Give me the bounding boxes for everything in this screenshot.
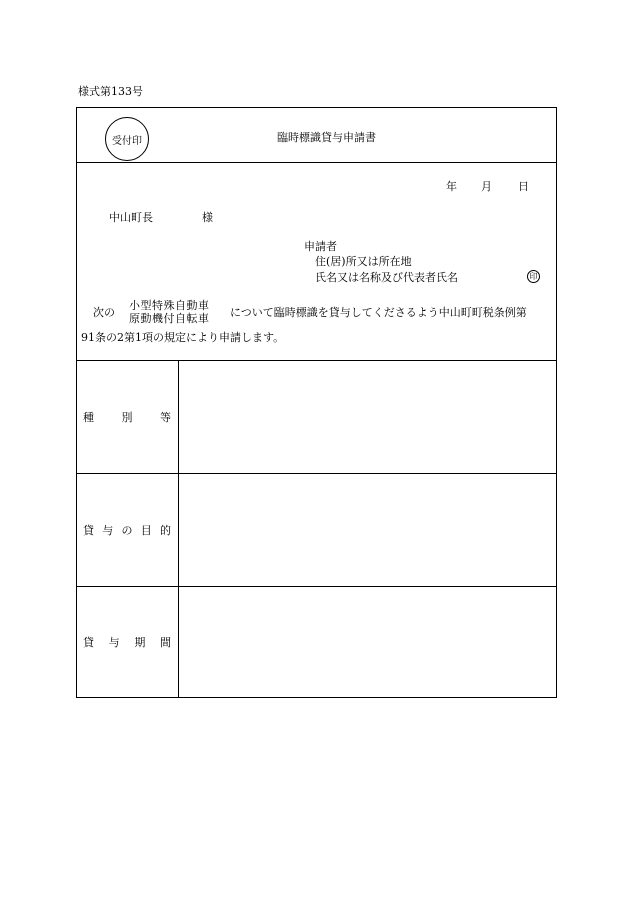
row-label-char: 目 (140, 524, 152, 537)
applicant-address-label: 住(居)所又は所在地 (315, 255, 412, 268)
row-label-char: 与 (102, 524, 114, 537)
statement-suffix: について臨時標識を貸与してくださるよう中山町町税条例第 (230, 306, 527, 319)
vehicle-type-moped: 原動機付自転車 (129, 312, 210, 325)
addressee-name: 中山町長 (109, 211, 153, 224)
reception-stamp-label: 受付印 (112, 135, 142, 147)
row-label-char: 的 (160, 524, 171, 537)
addressee-honorific: 様 (202, 211, 213, 224)
row-label-type (77, 361, 178, 473)
seal-mark: 印 (527, 270, 540, 283)
application-form (76, 107, 557, 698)
form-title: 臨時標識貸与申請書 (277, 131, 376, 144)
row-label-purpose (77, 474, 178, 586)
form-number: 様式第133号 (78, 85, 143, 98)
day-label: 日 (518, 180, 529, 193)
divider (77, 162, 556, 163)
row-label-char: 等 (160, 411, 171, 424)
column-divider (178, 360, 179, 697)
row-label-char: 間 (159, 636, 171, 649)
statement-prefix: 次の (93, 306, 115, 319)
statement-line2: 91条の2第1項の規定により申請します。 (81, 331, 285, 344)
row-label-char: の (121, 524, 133, 537)
year-label: 年 (446, 180, 457, 193)
reception-stamp-circle (105, 117, 149, 161)
row-label-char: 期 (134, 636, 146, 649)
vehicle-type-small-special: 小型特殊自動車 (129, 299, 210, 312)
applicant-heading: 申請者 (304, 240, 337, 253)
row-label-period (77, 587, 178, 697)
vehicle-type-stack (129, 299, 210, 325)
row-label-char: 与 (108, 636, 120, 649)
applicant-name-label: 氏名又は名称及び代表者氏名 (315, 271, 458, 284)
month-label: 月 (481, 180, 492, 193)
row-label-char: 貸 (83, 636, 94, 649)
row-label-char: 別 (121, 411, 133, 424)
row-label-char: 貸 (83, 524, 94, 537)
row-label-char: 種 (83, 411, 94, 424)
